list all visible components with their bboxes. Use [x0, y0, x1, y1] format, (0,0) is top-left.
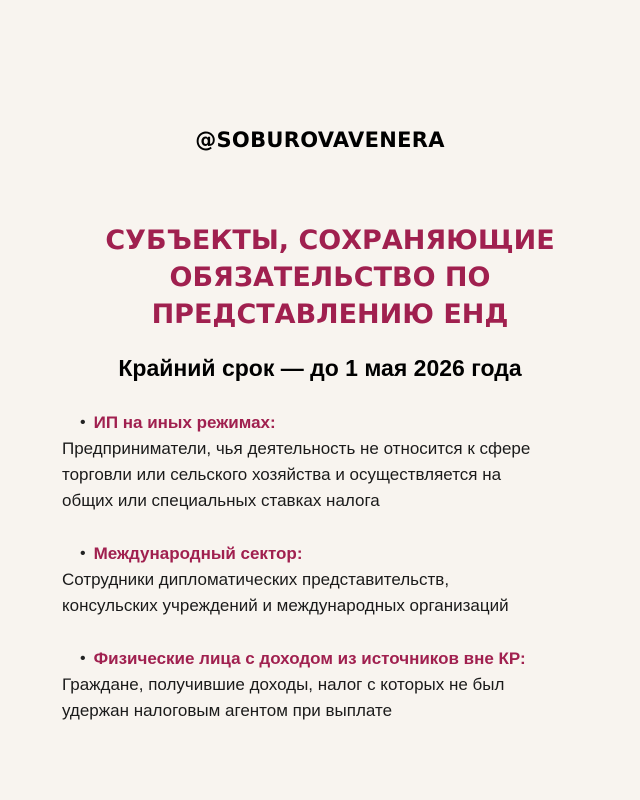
list-item-title: ИП на иных режимах: — [93, 413, 276, 432]
list-item-header — [62, 541, 622, 567]
list-item — [62, 410, 622, 514]
author-handle: @SOBUROVAVENERA — [195, 128, 445, 152]
list-item — [62, 646, 622, 724]
title-line: СУБЪЕКТЫ, СОХРАНЯЮЩИЕ — [105, 225, 555, 256]
page-title — [60, 222, 600, 333]
subjects-list — [62, 410, 622, 751]
list-item-description: Предприниматели, чья деятельность не относится к сфере торговли или сельского хозяйства и осуществляется на общих или специальных ставках налога — [62, 439, 531, 510]
deadline-text: Крайний срок — до 1 мая 2026 года — [118, 355, 522, 381]
list-item-title: Физические лица с доходом из источников вне КР: — [93, 649, 526, 668]
bullet-icon: • — [80, 414, 86, 431]
bullet-icon: • — [80, 545, 86, 562]
list-item-header — [62, 410, 622, 436]
title-line: ПРЕДСТАВЛЕНИЮ ЕНД — [151, 299, 509, 330]
list-item — [62, 541, 622, 619]
list-item-header — [62, 646, 622, 672]
list-item-title: Международный сектор: — [93, 544, 303, 563]
bullet-icon: • — [80, 650, 86, 667]
list-item-description: Сотрудники дипломатических представительств, консульских учреждений и международных организаций — [62, 570, 509, 615]
title-line: ОБЯЗАТЕЛЬСТВО ПО — [169, 262, 491, 293]
list-item-description: Граждане, получившие доходы, налог с которых не был удержан налоговым агентом при выплате — [62, 675, 505, 720]
